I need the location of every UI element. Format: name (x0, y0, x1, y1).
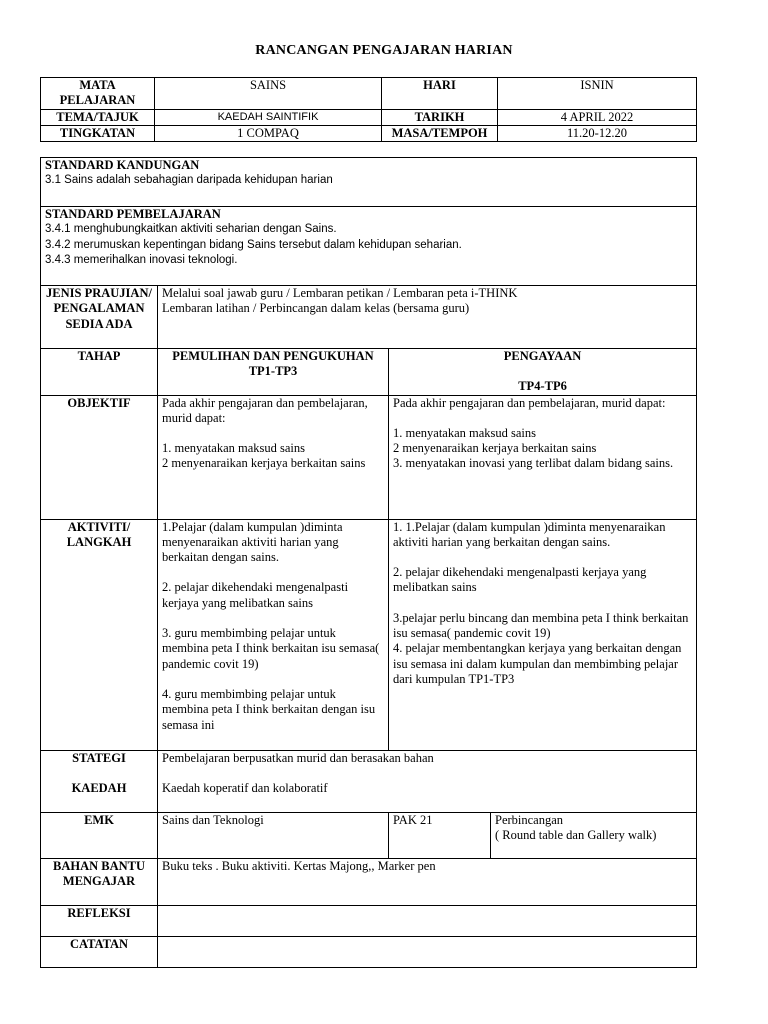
header-table (40, 77, 697, 142)
standard-kandungan-cell (41, 158, 697, 207)
objektif-item: 2 menyenaraikan kerjaya berkaitan sains (393, 441, 597, 456)
main-table (40, 157, 697, 968)
pengayaan-tp: TP4-TP6 (518, 379, 567, 394)
sp-item: 3.4.3 memerihalkan inovasi teknologi. (45, 253, 238, 266)
bahan-label: BAHAN BANTU MENGAJAR (41, 858, 158, 905)
pak-value: Perbincangan (495, 812, 564, 827)
masa-value: 11.20-12.20 (498, 125, 697, 141)
tarikh-value: 4 APRIL 2022 (498, 109, 697, 125)
aktiviti-item: 3. guru membimbing pelajar untuk membina peta I think berkaitan isu semasa( pandemic covit 19) (162, 626, 380, 671)
objektif-item: 1. menyatakan maksud sains (162, 441, 306, 456)
standard-kandungan-text: 3.1 Sains adalah sebahagian daripada kehidupan harian (45, 174, 333, 187)
refleksi-value (158, 905, 697, 936)
tema-label: TEMA/TAJUK (41, 109, 155, 125)
strategi-label: STATEGI (72, 750, 126, 765)
page-title: RANCANGAN PENGAJARAN HARIAN (255, 43, 513, 58)
objektif-item: 3. menyatakan inovasi yang terlibat dalam bidang sains. (393, 456, 674, 471)
aktiviti-item: 3.pelajar perlu bincang dan membina peta I think berkaitan isu semasa( pandemic covit 19) (393, 610, 689, 641)
masa-label: MASA/TEMPOH (382, 125, 498, 141)
standard-pembelajaran-label: STANDARD PEMBELAJARAN (45, 207, 221, 221)
aktiviti-right (389, 519, 697, 750)
catatan-value (158, 936, 697, 967)
tingkatan-label: TINGKATAN (41, 125, 155, 141)
emk-label: EMK (41, 812, 158, 858)
aktiviti-item: 2. pelajar dikehendaki mengenalpasti kerjaya yang melibatkan sains (393, 565, 647, 595)
tahap-pemulihan (158, 349, 389, 396)
pemulihan-tp: TP1-TP3 (248, 364, 298, 379)
aktiviti-item: 4. pelajar membentangkan kerjaya yang berkaitan dengan isu semasa ini dalam kumpulan dan membimbing pelajar dari kumpulan TP1-TP3 (393, 641, 682, 686)
pak-value-cell (491, 812, 697, 858)
pengayaan-label: PENGAYAAN (503, 349, 582, 363)
pak-label: PAK 21 (389, 812, 491, 858)
refleksi-label: REFLEKSI (41, 905, 158, 936)
standard-kandungan-label: STANDARD KANDUNGAN (45, 158, 200, 172)
objektif-label: OBJEKTIF (41, 395, 158, 519)
aktiviti-item: 1.Pelajar (dalam kumpulan )diminta menyenaraikan aktiviti harian yang berkaitan dengan sains. (162, 519, 343, 565)
strategi-label-cell (41, 750, 158, 812)
objektif-item: 1. menyatakan maksud sains (393, 425, 537, 440)
sp-item: 3.4.2 merumuskan kepentingan bidang Sains tersebut dalam kehidupan seharian. (45, 238, 462, 251)
standard-pembelajaran-cell (41, 207, 697, 286)
objektif-right (389, 395, 697, 519)
hari-label: HARI (382, 78, 498, 110)
tahap-pengayaan (389, 349, 697, 396)
aktiviti-item: 2. pelajar dikehendaki mengenalpasti kerjaya yang melibatkan sains (162, 580, 349, 610)
hari-value: ISNIN (498, 78, 697, 110)
catatan-label: CATATAN (41, 936, 158, 967)
pak-value: ( Round table dan Gallery walk) (495, 827, 657, 842)
jenis-line: Lembaran latihan / Perbincangan dalam kelas (bersama guru) (162, 301, 470, 316)
aktiviti-item: 4. guru membimbing pelajar untuk membina peta I think berkaitan dengan isu semasa ini (162, 686, 376, 732)
strategi-text: Pembelajaran berpusatkan murid dan berasakan bahan (162, 750, 434, 765)
mata-pelajaran-value: SAINS (155, 78, 382, 110)
objektif-item: 2 menyenaraikan kerjaya berkaitan sains (162, 456, 366, 471)
aktiviti-label: AKTIVITI/ LANGKAH (41, 519, 158, 750)
jenis-line: Melalui soal jawab guru / Lembaran petikan / Lembaran peta i-THINK (162, 286, 518, 300)
tema-value: KAEDAH SAINTIFIK (155, 109, 382, 125)
aktiviti-item: 1. 1.Pelajar (dalam kumpulan )diminta menyenaraikan aktiviti harian yang berkaitan dengan sains. (393, 519, 666, 549)
kaedah-label: KAEDAH (71, 780, 127, 795)
bahan-value: Buku teks . Buku aktiviti. Kertas Majong,, Marker pen (158, 858, 697, 905)
aktiviti-left (158, 519, 389, 750)
pemulihan-label: PEMULIHAN DAN PENGUKUHAN (172, 349, 374, 363)
tingkatan-value: 1 COMPAQ (155, 125, 382, 141)
objektif-intro: Pada akhir pengajaran dan pembelajaran, murid dapat: (162, 395, 368, 425)
tahap-label: TAHAP (41, 349, 158, 396)
sp-item: 3.4.1 menghubungkaitkan aktiviti seharian dengan Sains. (45, 223, 337, 236)
emk-value: Sains dan Teknologi (158, 812, 389, 858)
mata-pelajaran-label: MATA PELAJARAN (41, 78, 155, 110)
jenis-cell (158, 286, 697, 349)
objektif-intro: Pada akhir pengajaran dan pembelajaran, murid dapat: (393, 395, 666, 410)
jenis-label: JENIS PRAUJIAN/ PENGALAMAN SEDIA ADA (41, 286, 158, 349)
kaedah-text: Kaedah koperatif dan kolaboratif (162, 780, 328, 795)
tarikh-label: TARIKH (382, 109, 498, 125)
strategi-cell (158, 750, 697, 812)
objektif-left (158, 395, 389, 519)
